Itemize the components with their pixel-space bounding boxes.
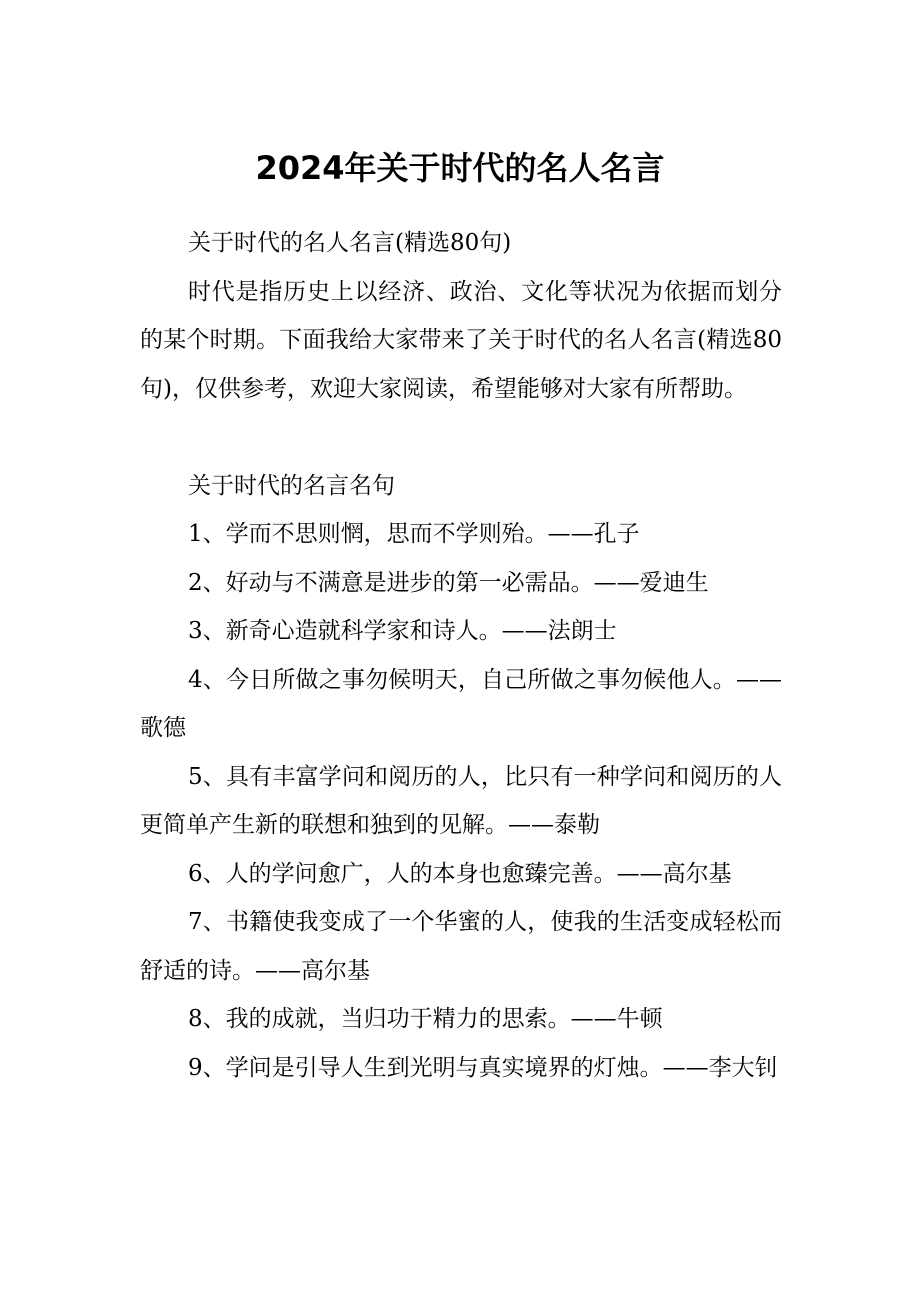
quote-item-5: 5、具有丰富学问和阅历的人，比只有一种学问和阅历的人更简单产生新的联想和独到的见解。——泰勒 bbox=[140, 763, 782, 838]
quote-item-3: 3、新奇心造就科学家和诗人。——法朗士 bbox=[188, 618, 617, 644]
intro-paragraph: 时代是指历史上以经济、政治、文化等状况为依据而划分的某个时期。下面我给大家带来了关于时代的名人名言(精选80句)，仅供参考，欢迎大家阅读，希望能够对大家有所帮助。 bbox=[140, 278, 782, 402]
quote-item-9: 9、学问是引导人生到光明与真实境界的灯烛。——李大钊 bbox=[188, 1054, 778, 1081]
quote-item-2: 2、好动与不满意是进步的第一必需品。——爱迪生 bbox=[188, 569, 709, 596]
quote-item-6: 6、人的学问愈广，人的本身也愈臻完善。——高尔基 bbox=[188, 860, 732, 887]
section-heading: 关于时代的名言名句 bbox=[188, 472, 395, 499]
paragraph-spacer bbox=[140, 413, 782, 462]
document-body bbox=[140, 219, 782, 1092]
document-title: 2024年关于时代的名人名言 bbox=[255, 149, 665, 187]
quote-item-8: 8、我的成就，当归功于精力的思索。——牛顿 bbox=[188, 1006, 663, 1032]
quote-item-4: 4、今日所做之事勿候明天，自己所做之事勿候他人。——歌德 bbox=[140, 666, 782, 741]
quote-item-7: 7、书籍使我变成了一个华蜜的人，使我的生活变成轻松而舒适的诗。——高尔基 bbox=[140, 909, 782, 984]
subtitle-paragraph: 关于时代的名人名言(精选80句) bbox=[188, 230, 512, 256]
quote-item-1: 1、学而不思则惘，思而不学则殆。——孔子 bbox=[188, 521, 640, 547]
